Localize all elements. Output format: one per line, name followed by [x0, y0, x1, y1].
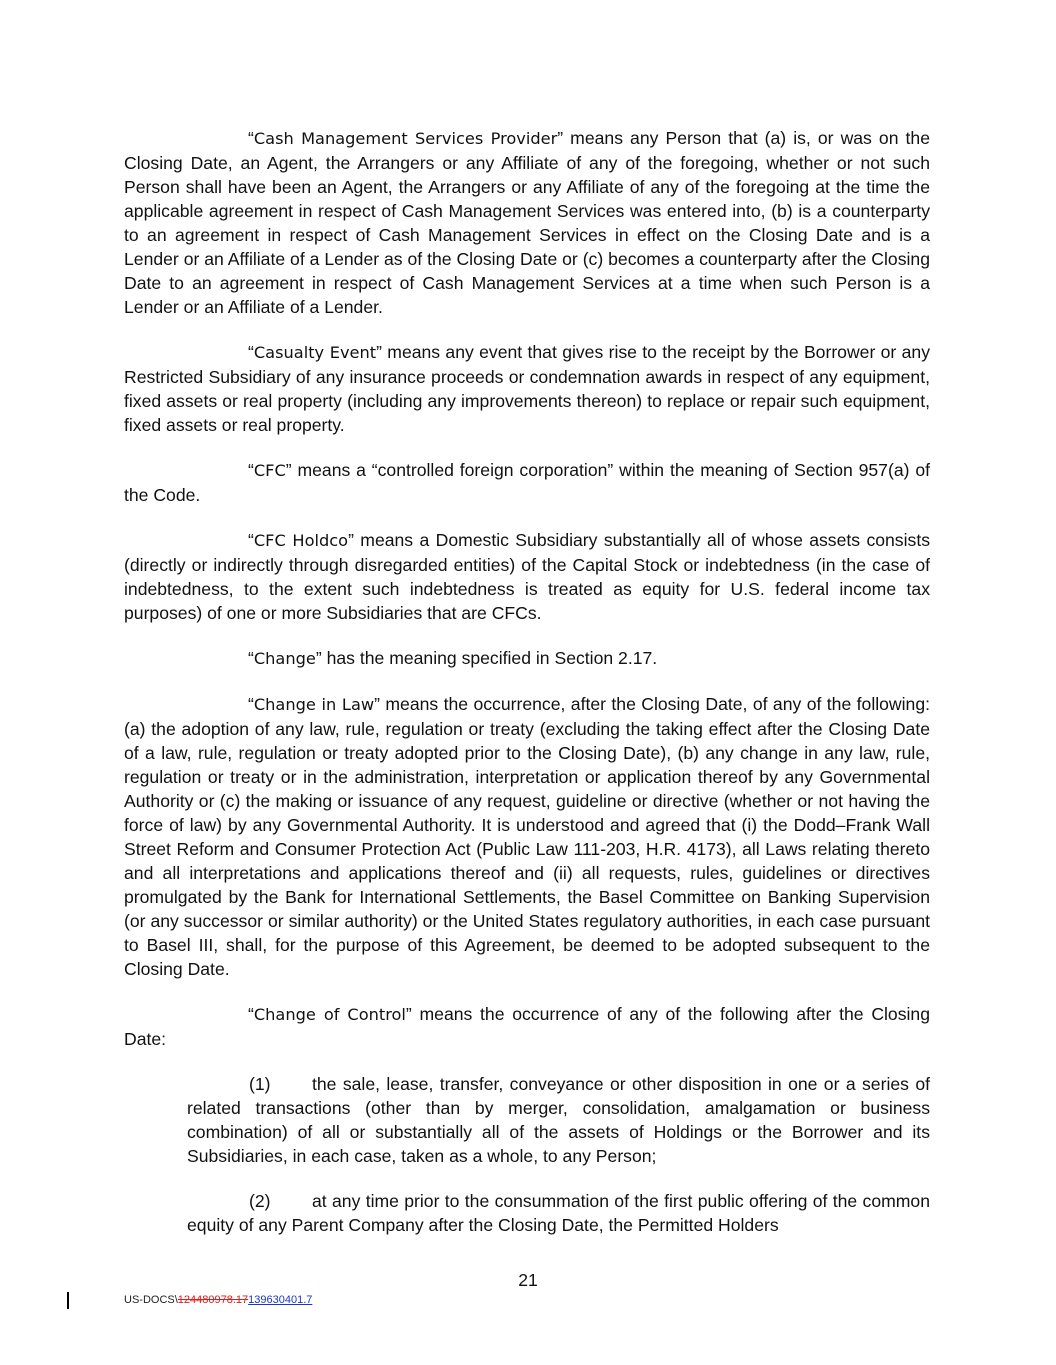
definition-text: means any event that gives rise to the receipt by the Borrower or any Restricted Subsidiary of any insurance proceeds or condemnation awards in respect of any equipment, fixed assets or real property (including any improvements thereon) to replace or repair such equipment, fixed assets or real property.: [124, 342, 930, 435]
defined-term: Cash Management Services Provider: [253, 129, 558, 148]
definition-text: means any Person that (a) is, or was on the Closing Date, an Agent, the Arrangers or any Affiliate of any of the foregoing, whether or not such Person shall have been an Agent, the Arrangers or any Affiliate of any of the foregoing at the time the applicable agreement in respect of Cash Management Services was entered into, (b) is a counterparty to an agreement in respect of Cash Management Services in effect on the Closing Date and is a Lender or an Affiliate of a Lender as of the Closing Date or (c) becomes a counterparty after the Closing Date to an agreement in respect of Cash Management Services at a time when such Person is a Lender or an Affiliate of a Lender.: [124, 128, 930, 317]
definition-text: means a Domestic Subsidiary substantially all of whose assets consists (directly or indirectly through disregarded entities) of the Capital Stock or indebtedness (in the case of indebtedness, to the extent such indebtedness is treated as equity for U.S. federal income tax purposes) of one or more Subsidiaries that are CFCs.: [124, 530, 930, 623]
footer-deleted-reference: 124480978.17: [177, 1294, 249, 1306]
definition-text: means the occurrence of any of the following after the Closing Date:: [124, 1004, 930, 1049]
footer-prefix: US-DOCS\: [124, 1294, 178, 1306]
definition-text: means the occurrence, after the Closing Date, of any of the following: (a) the adoption of any law, rule, regulation or treaty (excluding the taking effect after the Closing Date of a law, rule, regulation or treaty adopted prior to the Closing Date), (b) any change in any law, rule, regulation or treaty or in the administration, interpretation or application thereof by any Governmental Authority or (c) the making or issuance of any request, guideline or directive (whether or not having the force of law) by any Governmental Authority. It is understood and agreed that (i) the Dodd–Frank Wall Street Reform and Consumer Protection Act (Public Law 111-203, H.R. 4173), all Laws relating thereto and all interpretations and applications thereof and (ii) all requests, rules, guidelines or directives promulgated by the Bank for International Settlements, the Basel Committee on Banking Supervision (or any successor or similar authority) or the United States regulatory authorities, in each case pursuant to Basel III, shall, for the purpose of this Agreement, be deemed to be adopted subsequent to the Closing Date.: [124, 694, 930, 979]
clause-text: at any time prior to the consummation of the first public offering of the common equity of any Parent Company after the Closing Date, the Permitted Holders: [187, 1191, 930, 1235]
document-body: [124, 126, 930, 1258]
footer-inserted-reference: 139630401.7: [248, 1294, 313, 1306]
clause-2: [187, 1189, 930, 1237]
definition-change: “Change” has the meaning specified in Section 2.17.: [248, 648, 658, 668]
definition-text: means a “controlled foreign corporation” within the meaning of Section 957(a) of the Code.: [124, 460, 930, 505]
revision-change-bar: [67, 1292, 69, 1309]
clause-number: (2): [249, 1191, 271, 1211]
definition-change-of-control: “Change of Control” means the occurrence of any of the following after the Closing Date:: [124, 1004, 930, 1049]
definition-text: has the meaning specified in Section 2.17.: [321, 648, 658, 668]
clause-number: (1): [249, 1074, 271, 1094]
definition-cfc: “CFC” means a “controlled foreign corporation” within the meaning of Section 957(a) of the Code.: [124, 460, 930, 505]
document-reference-footer: [124, 1294, 312, 1306]
definition-cash-management-services-provider: “Cash Management Services Provider” means any Person that (a) is, or was on the Closing Date, an Agent, the Arrangers or any Affiliate of any of the foregoing, whether or not such Person shall have been an Agent, the Arrangers or any Affiliate of any of the foregoing at the time the applicable agreement in respect of Cash Management Services was entered into, (b) is a counterparty to an agreement in respect of Cash Management Services in effect on the Closing Date and is a Lender or an Affiliate of a Lender as of the Closing Date or (c) becomes a counterparty after the Closing Date to an agreement in respect of Cash Management Services at a time when such Person is a Lender or an Affiliate of a Lender.: [124, 128, 930, 317]
defined-term: Change of Control: [253, 1005, 406, 1024]
defined-term: CFC: [253, 461, 286, 480]
page-number: 21: [518, 1270, 538, 1290]
defined-term: Change: [253, 649, 316, 668]
clause-text: the sale, lease, transfer, conveyance or other disposition in one or a series of related transactions (other than by merger, consolidation, amalgamation or business combination) of all or substantially all of the assets of Holdings or the Borrower and its Subsidiaries, in each case, taken as a whole, to any Person;: [187, 1074, 930, 1166]
defined-term: CFC Holdco: [253, 531, 349, 550]
defined-term: Casualty Event: [253, 343, 377, 362]
clause-1: [187, 1072, 930, 1168]
defined-term: Change in Law: [253, 695, 375, 714]
definition-cfc-holdco: “CFC Holdco” means a Domestic Subsidiary substantially all of whose assets consists (directly or indirectly through disregarded entities) of the Capital Stock or indebtedness (in the case of indebtedness, to the extent such indebtedness is treated as equity for U.S. federal income tax purposes) of one or more Subsidiaries that are CFCs.: [124, 530, 930, 623]
definition-change-in-law: “Change in Law” means the occurrence, after the Closing Date, of any of the following: (a) the adoption of any law, rule, regulation or treaty (excluding the taking effect after the Closing Date of a law, rule, regulation or treaty adopted prior to the Closing Date), (b) any change in any law, rule, regulation or treaty or in the administration, interpretation or application thereof by any Governmental Authority or (c) the making or issuance of any request, guideline or directive (whether or not having the force of law) by any Governmental Authority. It is understood and agreed that (i) the Dodd–Frank Wall Street Reform and Consumer Protection Act (Public Law 111-203, H.R. 4173), all Laws relating thereto and all interpretations and applications thereof and (ii) all requests, rules, guidelines or directives promulgated by the Bank for International Settlements, the Basel Committee on Banking Supervision (or any successor or similar authority) or the United States regulatory authorities, in each case pursuant to Basel III, shall, for the purpose of this Agreement, be deemed to be adopted subsequent to the Closing Date.: [124, 694, 930, 979]
definition-casualty-event: “Casualty Event” means any event that gives rise to the receipt by the Borrower or any Restricted Subsidiary of any insurance proceeds or condemnation awards in respect of any equipment, fixed assets or real property (including any improvements thereon) to replace or repair such equipment, fixed assets or real property.: [124, 342, 930, 435]
